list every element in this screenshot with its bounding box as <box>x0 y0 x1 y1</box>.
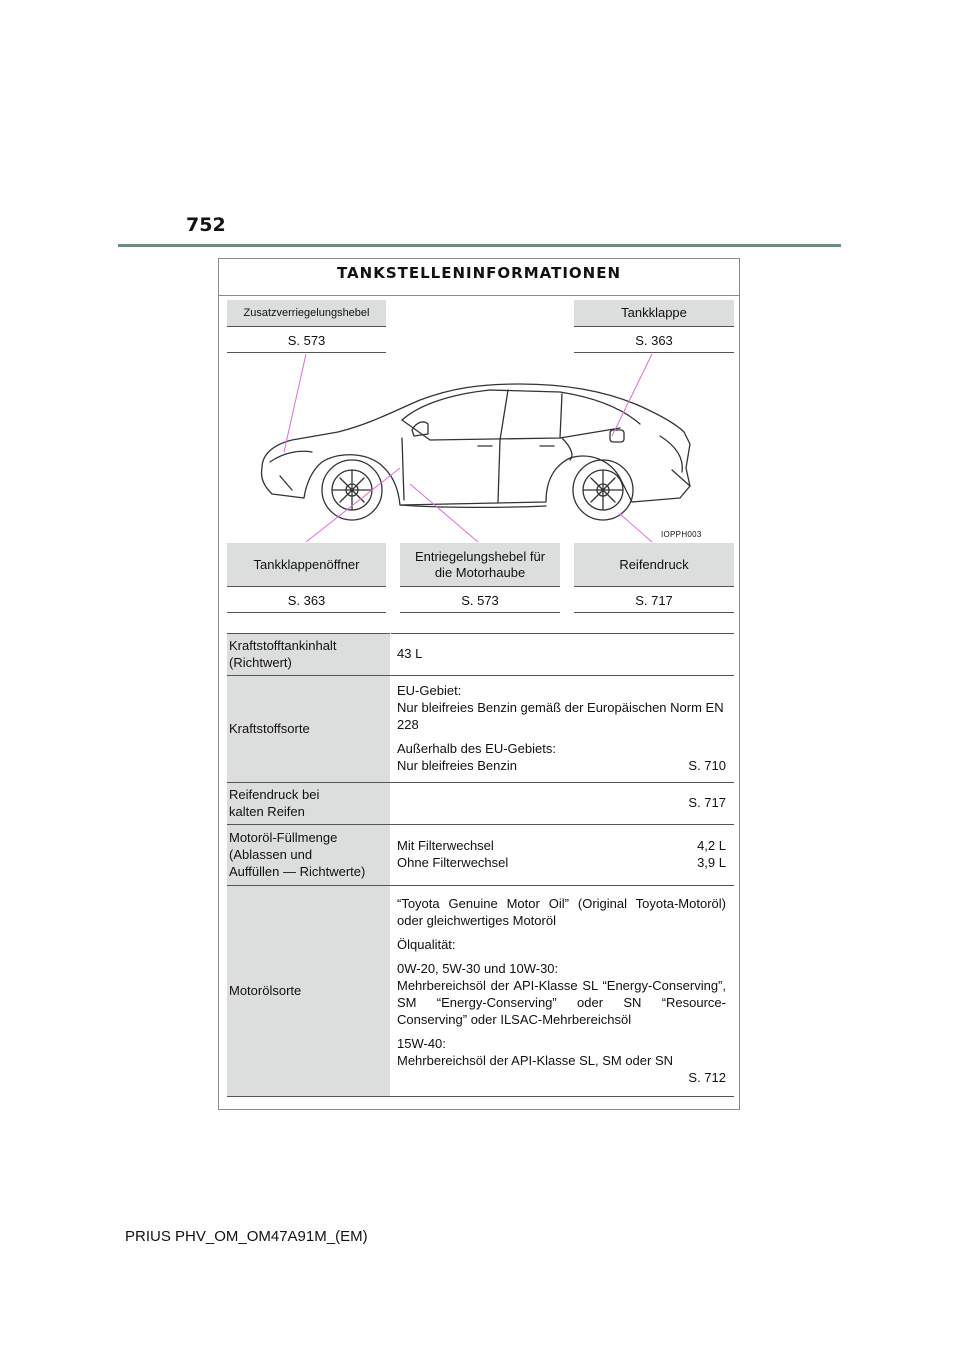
tire-ref[interactable]: S. 717 <box>391 783 735 825</box>
oil-qty-with-value: 4,2 L <box>697 838 726 853</box>
table-row <box>227 676 734 783</box>
oil-type-p3-text: Mehrbereichsöl der API-Klasse SL “Energy-Conserving”, SM “Energy-Conserving” oder SN “Resource-Conserving” oder ILSAC-Mehrbereichsöl <box>397 977 726 1027</box>
fuel-non-eu <box>397 740 726 774</box>
oil-type-p4 <box>397 1035 726 1086</box>
tire-key-line1: Reifendruck bei <box>229 787 320 802</box>
fuel-eu-head: EU-Gebiet: <box>397 683 462 698</box>
capacity-key-line2: (Richtwert) <box>229 655 292 670</box>
oil-qty-key-line1: Motoröl-Füllmenge <box>229 830 338 845</box>
table-row <box>227 634 734 676</box>
row-value <box>391 825 735 886</box>
oil-qty-without-value: 3,9 L <box>697 855 726 870</box>
callout-fuel-opener-ref[interactable]: S. 363 <box>227 589 386 613</box>
callout-fuel-door-ref[interactable]: S. 363 <box>574 329 734 353</box>
fuel-eu <box>397 682 726 733</box>
oil-type-p3 <box>397 960 726 1028</box>
callout-tire-pressure-label: Reifendruck <box>574 543 734 587</box>
oil-type-p3-head: 0W-20, 5W-30 und 10W-30: <box>397 960 559 976</box>
callout-hood-release-label <box>400 543 560 587</box>
oil-type-p4-text: Mehrbereichsöl der API-Klasse SL, SM oder SN <box>397 1052 674 1068</box>
row-value <box>391 886 735 1097</box>
callout-fuel-door-label: Tankklappe <box>574 300 734 327</box>
capacity-key-line1: Kraftstofftankinhalt <box>229 638 337 653</box>
spec-table <box>227 633 734 1097</box>
footer-doc-id: PRIUS PHV_OM_OM47A91M_(EM) <box>125 1228 368 1245</box>
page-number: 752 <box>186 214 226 236</box>
row-key <box>227 783 391 825</box>
car-illustration <box>0 0 960 620</box>
fuel-type-ref[interactable]: S. 710 <box>688 758 726 773</box>
callout-aux-lock-ref[interactable]: S. 573 <box>227 329 386 353</box>
oil-qty-key-line2: (Ablassen und <box>229 847 313 862</box>
oil-type-p2: Ölqualität: <box>397 936 456 952</box>
page-title: TANKSTELLENINFORMATIONEN <box>219 259 739 296</box>
oil-type-p4-head: 15W-40: <box>397 1035 446 1051</box>
oil-qty-key-line3: Auffüllen — Richtwerte) <box>229 864 366 879</box>
oil-type-ref[interactable]: S. 712 <box>688 1069 726 1085</box>
callout-hood-release-line2: die Motorhaube <box>434 564 526 580</box>
row-key <box>227 825 391 886</box>
oil-type-p1: “Toyota Genuine Motor Oil” (Original Toyota-Motoröl) oder gleichwertiges Motoröl <box>397 895 726 928</box>
callout-hood-release-line1: Entriegelungshebel für <box>414 548 546 564</box>
row-value <box>391 676 735 783</box>
oil-qty-without <box>397 854 726 871</box>
capacity-value: 43 L <box>391 634 735 676</box>
row-key <box>227 634 391 676</box>
fuel-non-eu-line <box>397 757 726 774</box>
oil-qty-with <box>397 837 726 854</box>
oil-qty-without-label: Ohne Filterwechsel <box>397 855 509 870</box>
image-code: IOPPH003 <box>661 530 702 539</box>
callout-fuel-opener-label: Tankklappenöffner <box>227 543 386 587</box>
table-row <box>227 886 734 1097</box>
fuel-type-key: Kraftstoffsorte <box>227 676 391 783</box>
fuel-eu-text: Nur bleifreies Benzin gemäß der Europäischen Norm EN 228 <box>397 700 724 732</box>
fuel-non-eu-head: Außerhalb des EU-Gebiets: <box>397 741 556 756</box>
fuel-non-eu-text: Nur bleifreies Benzin <box>397 758 517 773</box>
tire-key-line2: kalten Reifen <box>229 804 305 819</box>
table-row <box>227 825 734 886</box>
callout-tire-pressure-ref[interactable]: S. 717 <box>574 589 734 613</box>
callout-aux-lock-label: Zusatzverriegelungshebel <box>227 300 386 327</box>
oil-type-key: Motorölsorte <box>227 886 391 1097</box>
table-row <box>227 783 734 825</box>
callout-hood-release-ref[interactable]: S. 573 <box>400 589 560 613</box>
oil-qty-with-label: Mit Filterwechsel <box>397 838 494 853</box>
